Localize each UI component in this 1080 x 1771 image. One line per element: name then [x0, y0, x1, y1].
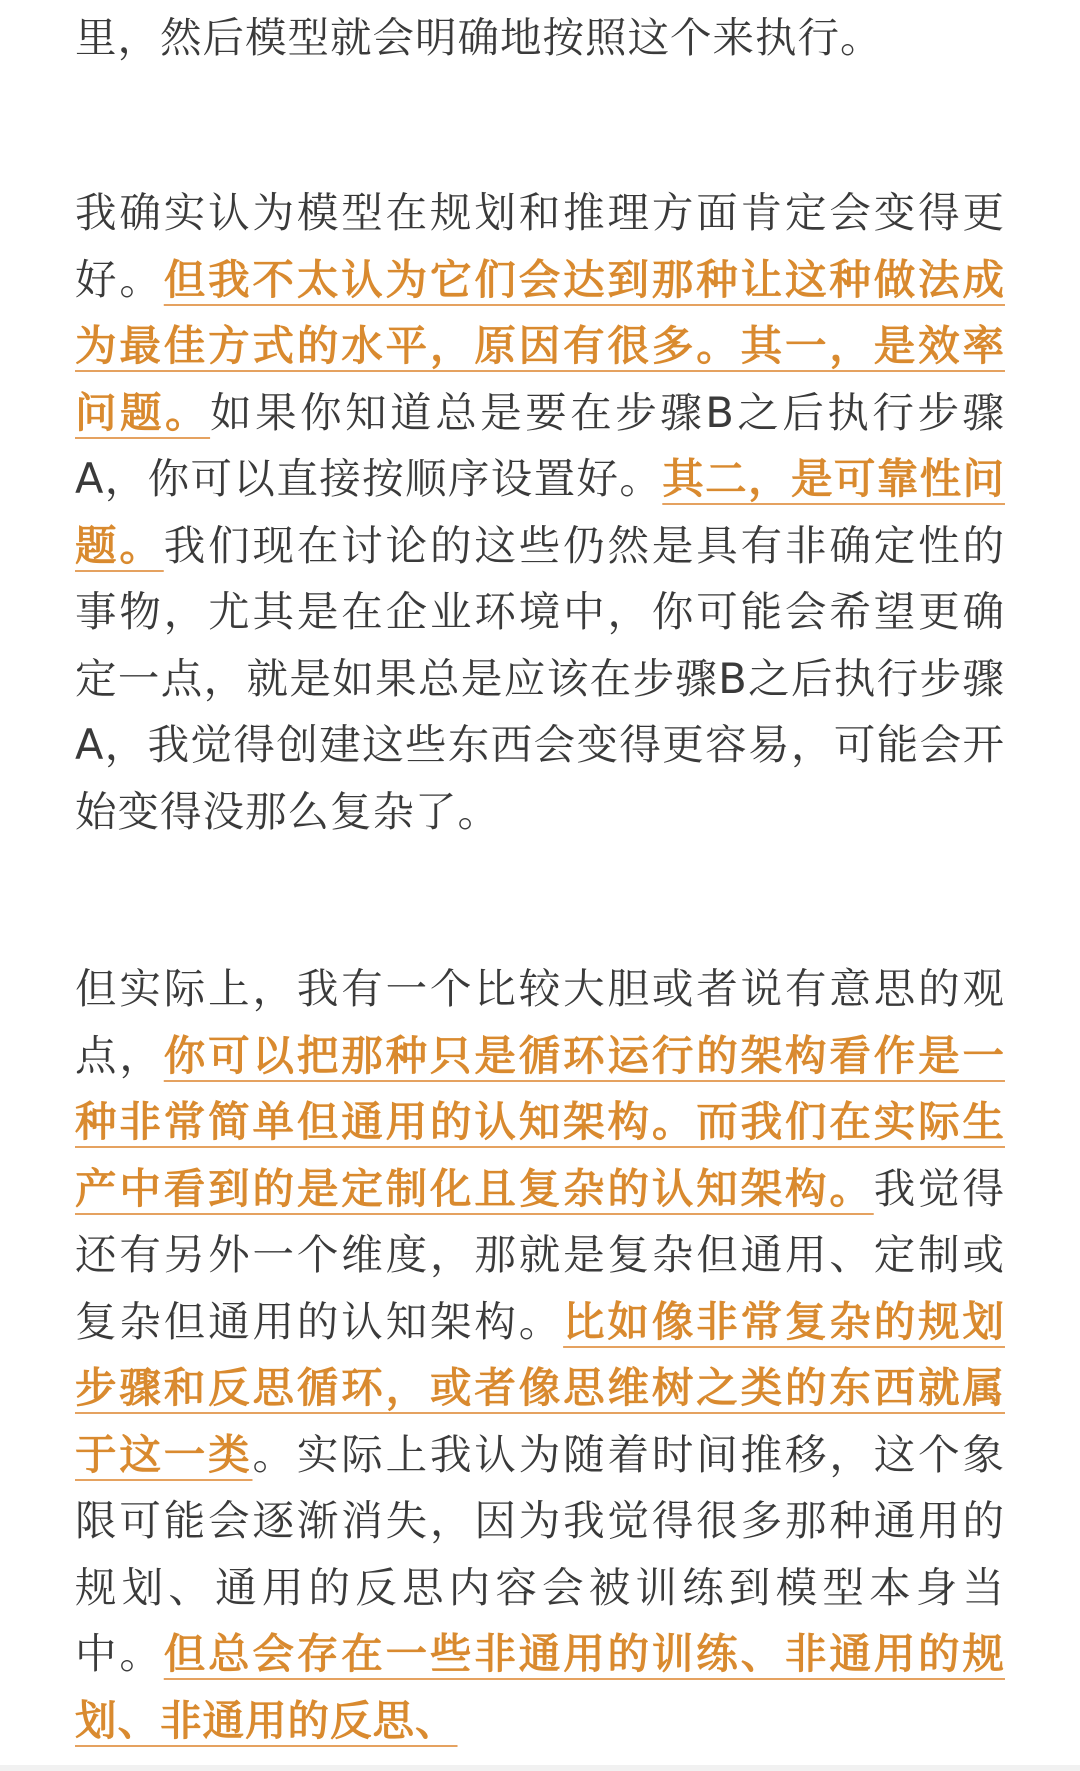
highlighted-quote: 其二，是可靠性问题。: [75, 454, 1005, 570]
paragraph-text: 里，然后模型就会明确地按照这个来执行。: [75, 13, 883, 62]
paragraph-text: 我确实认为模型在规划和推理方面肯定会变得更好。: [75, 188, 1005, 304]
highlighted-quote: 比如像非常复杂的规划步骤和反思循环，或者像思维树之类的东西就属于这一类: [75, 1296, 1005, 1479]
paragraph-text: 。实际上我认为随着时间推移，这个象限可能会逐渐消失，因为我觉得很多那种通用的规划、通用的反思内容会被训练到模型本身当中。: [75, 1429, 1005, 1678]
highlighted-quote: 你可以把那种只是循环运行的架构看作是一种非常简单但通用的认知架构。而我们在实际生产中看到的是定制化且复杂的认知架构。: [75, 1030, 1005, 1213]
paragraph-text: 我觉得还有另外一个维度，那就是复杂但通用、定制或复杂但通用的认知架构。: [75, 1163, 1005, 1346]
paragraph-text: 我们现在讨论的这些仍然是具有非确定性的事物，尤其是在企业环境中，你可能会希望更确定一点，就是如果总是应该在步骤B之后执行步骤A，我觉得创建这些东西会变得更容易，可能会开始变得没那么复杂了。: [75, 520, 1005, 836]
bottom-edge-divider: [0, 1765, 1080, 1771]
highlighted-quote: 但我不太认为它们会达到那种让这种做法成为最佳方式的水平，原因有很多。其一，是效率问题。: [75, 254, 1005, 437]
highlighted-quote: 但总会存在一些非通用的训练、非通用的规划、非通用的反思、: [75, 1629, 1005, 1745]
paragraph-text: 但实际上，我有一个比较大胆或者说有意思的观点，: [75, 964, 1005, 1080]
paragraph-2: [75, 180, 1005, 845]
paragraph-1: [75, 5, 1005, 72]
paragraph-text: 如果你知道总是要在步骤B之后执行步骤A，你可以直接按顺序设置好。: [75, 387, 1005, 503]
paragraph-3: [75, 956, 1005, 1754]
